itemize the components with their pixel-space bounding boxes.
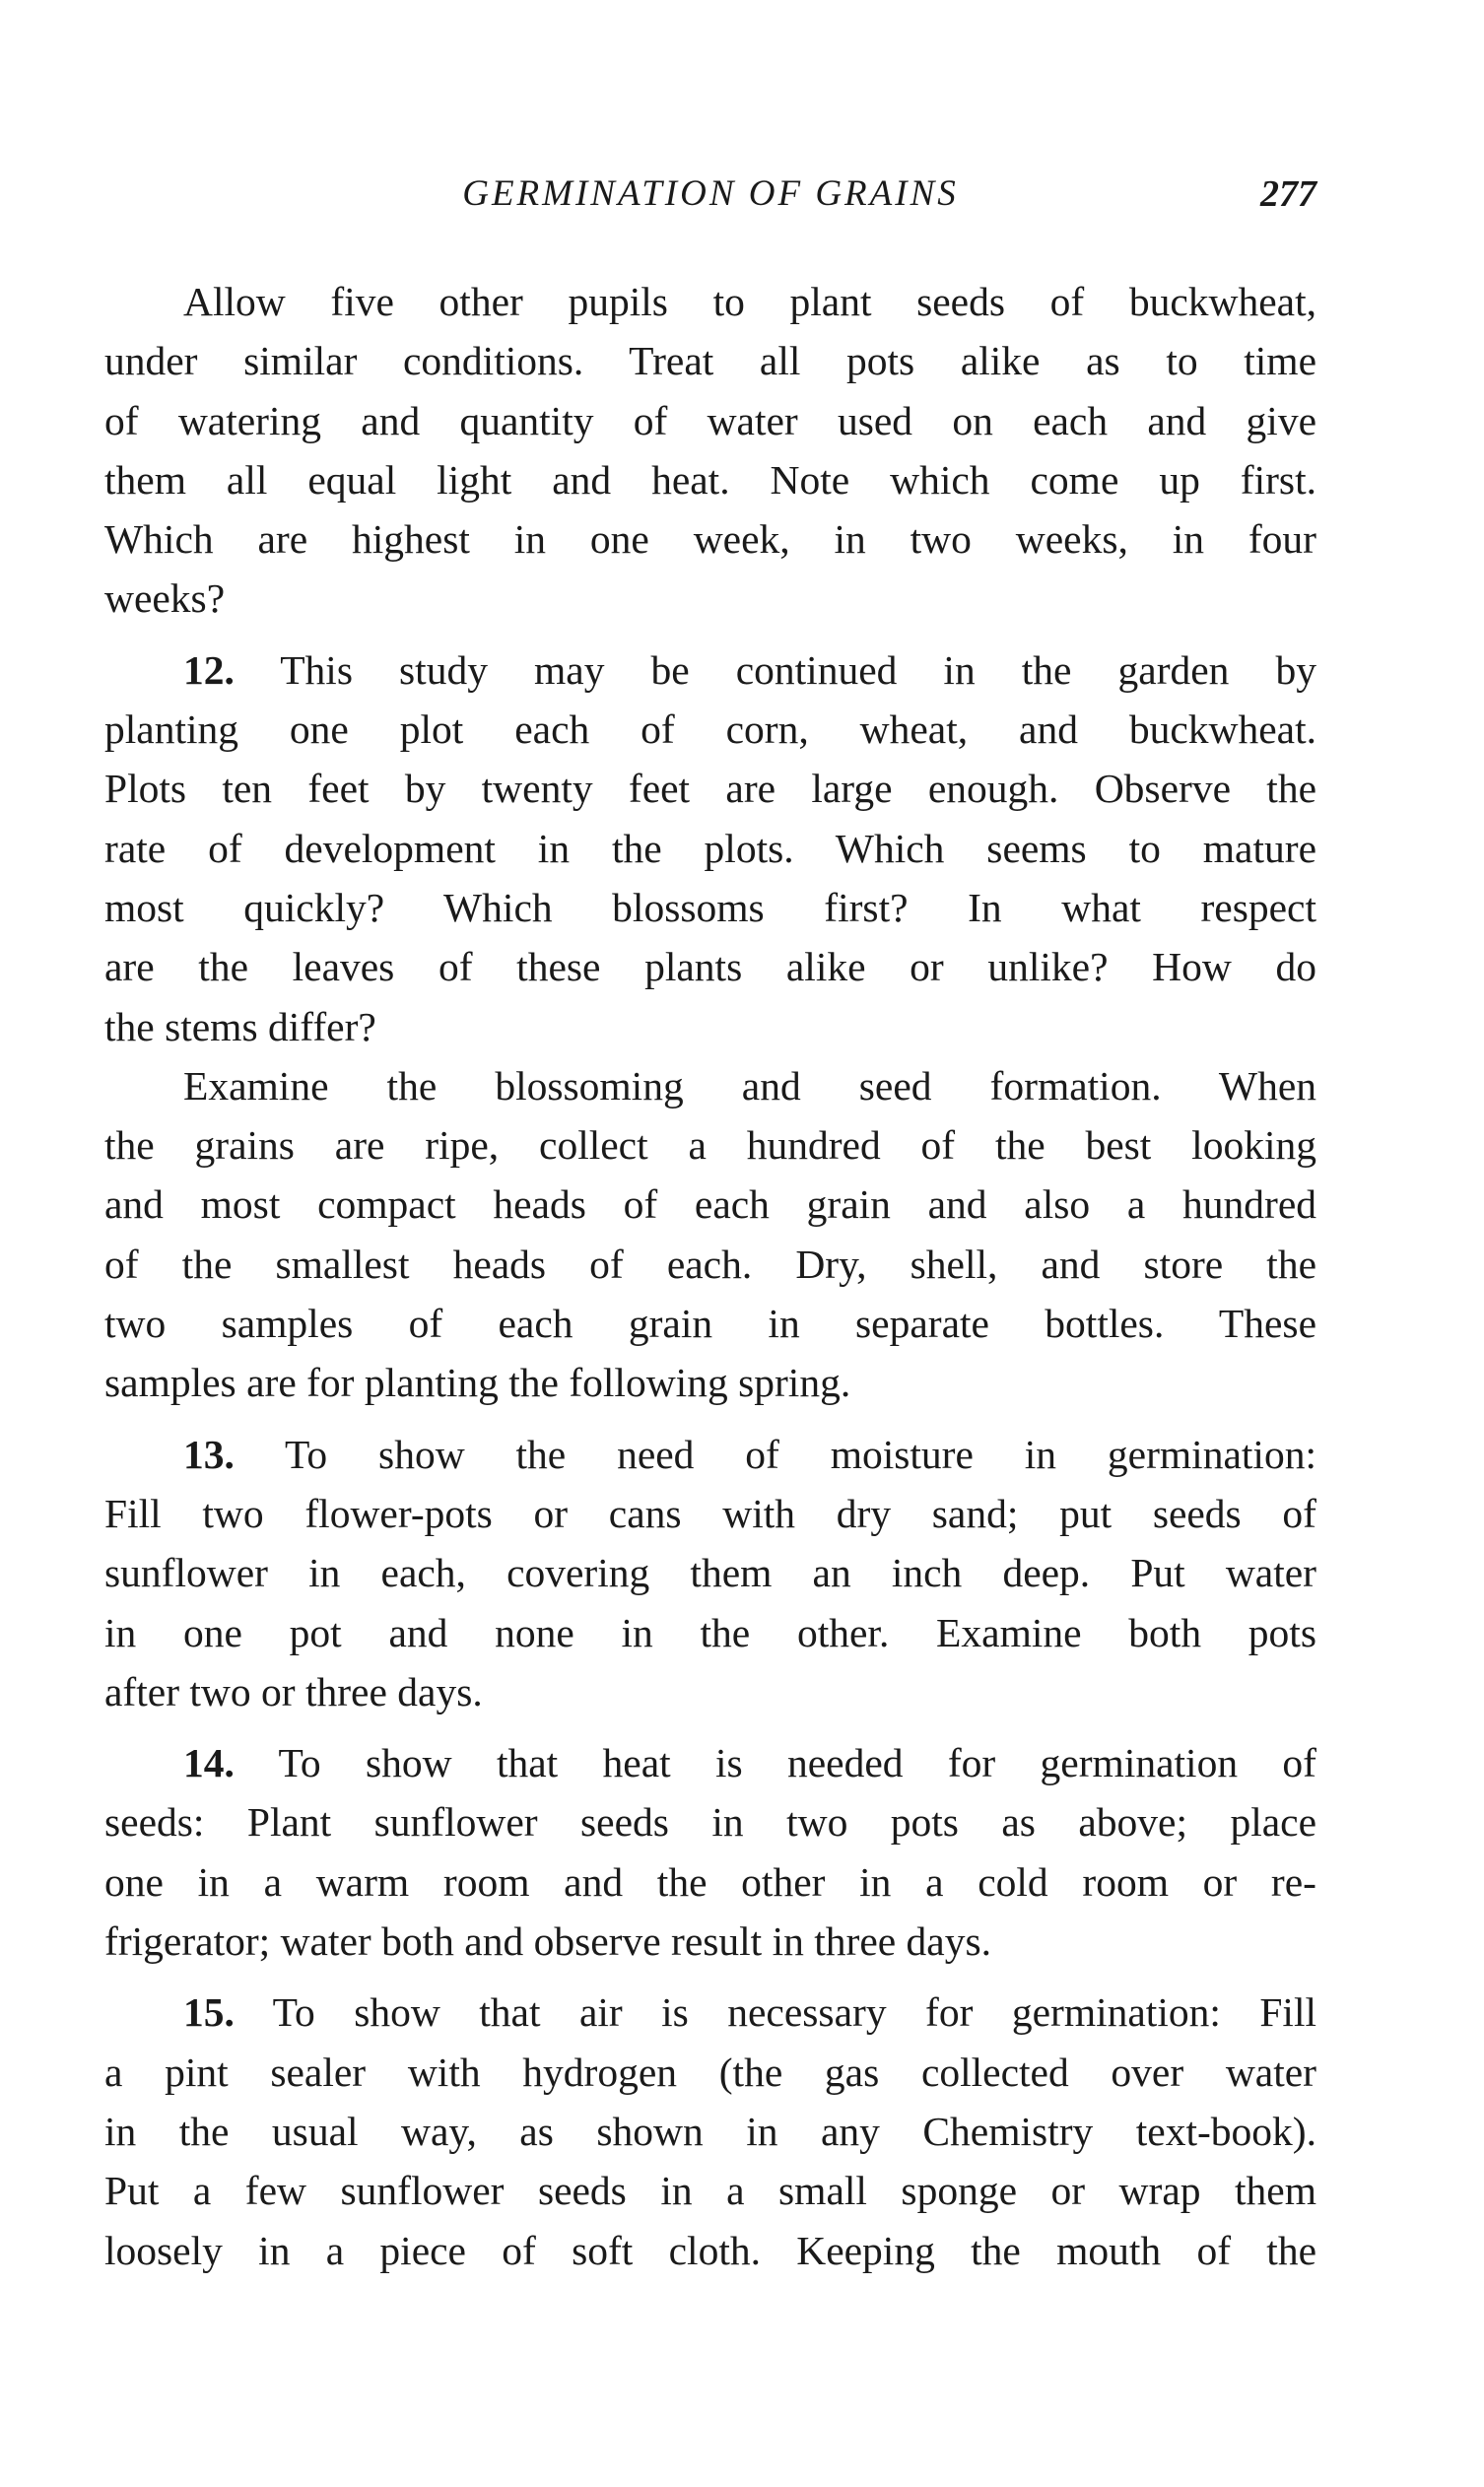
text-line: in one pot and none in the other. Examine both pots xyxy=(104,1609,1316,1655)
item-number: 13. xyxy=(183,1431,235,1477)
text-line: samples are for planting the following spring. xyxy=(104,1360,851,1406)
page-number: 277 xyxy=(1260,173,1316,215)
text-line-content: To show that heat is needed for germination of xyxy=(278,1740,1316,1786)
paragraph-blossoming xyxy=(104,1056,1316,1413)
page-header xyxy=(104,169,1316,229)
text-line: of watering and quantity of water used on each and give xyxy=(104,397,1316,443)
running-title: GERMINATION OF GRAINS xyxy=(462,173,959,214)
paragraph-item-13 xyxy=(104,1425,1316,1721)
item-number: 14. xyxy=(183,1740,235,1786)
text-line xyxy=(104,640,1316,700)
text-line: weeks? xyxy=(104,575,226,622)
text-line: seeds: Plant sunflower seeds in two pots as above; place xyxy=(104,1799,1316,1846)
text-line: rate of development in the plots. Which seems to mature xyxy=(104,825,1316,871)
text-line: Which are highest in one week, in two weeks, in four xyxy=(104,516,1316,563)
text-line: and most compact heads of each grain and also a hundred xyxy=(104,1181,1316,1228)
text-line: Plots ten feet by twenty feet are large enough. Observe the xyxy=(104,766,1316,812)
text-line: Allow five other pupils to plant seeds of buckwheat, xyxy=(183,279,1316,324)
body-text xyxy=(104,272,1316,2280)
text-line: loosely in a piece of soft cloth. Keeping the mouth of the xyxy=(104,2227,1316,2273)
text-line-content: To show the need of moisture in germination: xyxy=(284,1431,1316,1477)
text-line: the grains are ripe, collect a hundred of the best looking xyxy=(104,1122,1316,1169)
text-line: planting one plot each of corn, wheat, and buckwheat. xyxy=(104,706,1316,753)
item-number: 12. xyxy=(183,646,235,693)
text-line: in the usual way, as shown in any Chemistry text-book). xyxy=(104,2108,1316,2154)
text-line-content: This study may be continued in the garden by xyxy=(280,646,1316,693)
text-line: sunflower in each, covering them an inch deep. Put water xyxy=(104,1550,1316,1596)
paragraph-buckwheat xyxy=(104,272,1316,629)
text-line: Fill two flower-pots or cans with dry sand; put seeds of xyxy=(104,1490,1316,1536)
text-line: under similar conditions. Treat all pots alike as to time xyxy=(104,338,1316,384)
paragraph-item-14 xyxy=(104,1733,1316,1971)
item-number: 15. xyxy=(183,1989,235,2036)
text-line: Put a few sunflower seeds in a small sponge or wrap them xyxy=(104,2168,1316,2214)
text-line xyxy=(104,1425,1316,1484)
text-line: the stems differ? xyxy=(104,1003,376,1049)
paragraph-item-15 xyxy=(104,1983,1316,2279)
text-line: two samples of each grain in separate bottles. These xyxy=(104,1301,1316,1347)
text-line: Examine the blossoming and seed formation. When xyxy=(183,1062,1316,1109)
text-line: one in a warm room and the other in a cold room or re- xyxy=(104,1858,1316,1905)
text-line: are the leaves of these plants alike or unlike? How do xyxy=(104,944,1316,990)
text-line: a pint sealer with hydrogen (the gas collected over water xyxy=(104,2049,1316,2095)
text-line: most quickly? Which blossoms first? In what respect xyxy=(104,884,1316,930)
text-line: of the smallest heads of each. Dry, shell, and store the xyxy=(104,1241,1316,1287)
text-line xyxy=(104,1733,1316,1792)
text-line xyxy=(104,1983,1316,2042)
text-line: after two or three days. xyxy=(104,1668,483,1714)
text-line-content: To show that air is necessary for germination: Fill xyxy=(272,1989,1316,2036)
paragraph-item-12 xyxy=(104,640,1316,1056)
text-line: them all equal light and heat. Note which come up first. xyxy=(104,456,1316,503)
text-line: frigerator; water both and observe result in three days. xyxy=(104,1918,991,1965)
